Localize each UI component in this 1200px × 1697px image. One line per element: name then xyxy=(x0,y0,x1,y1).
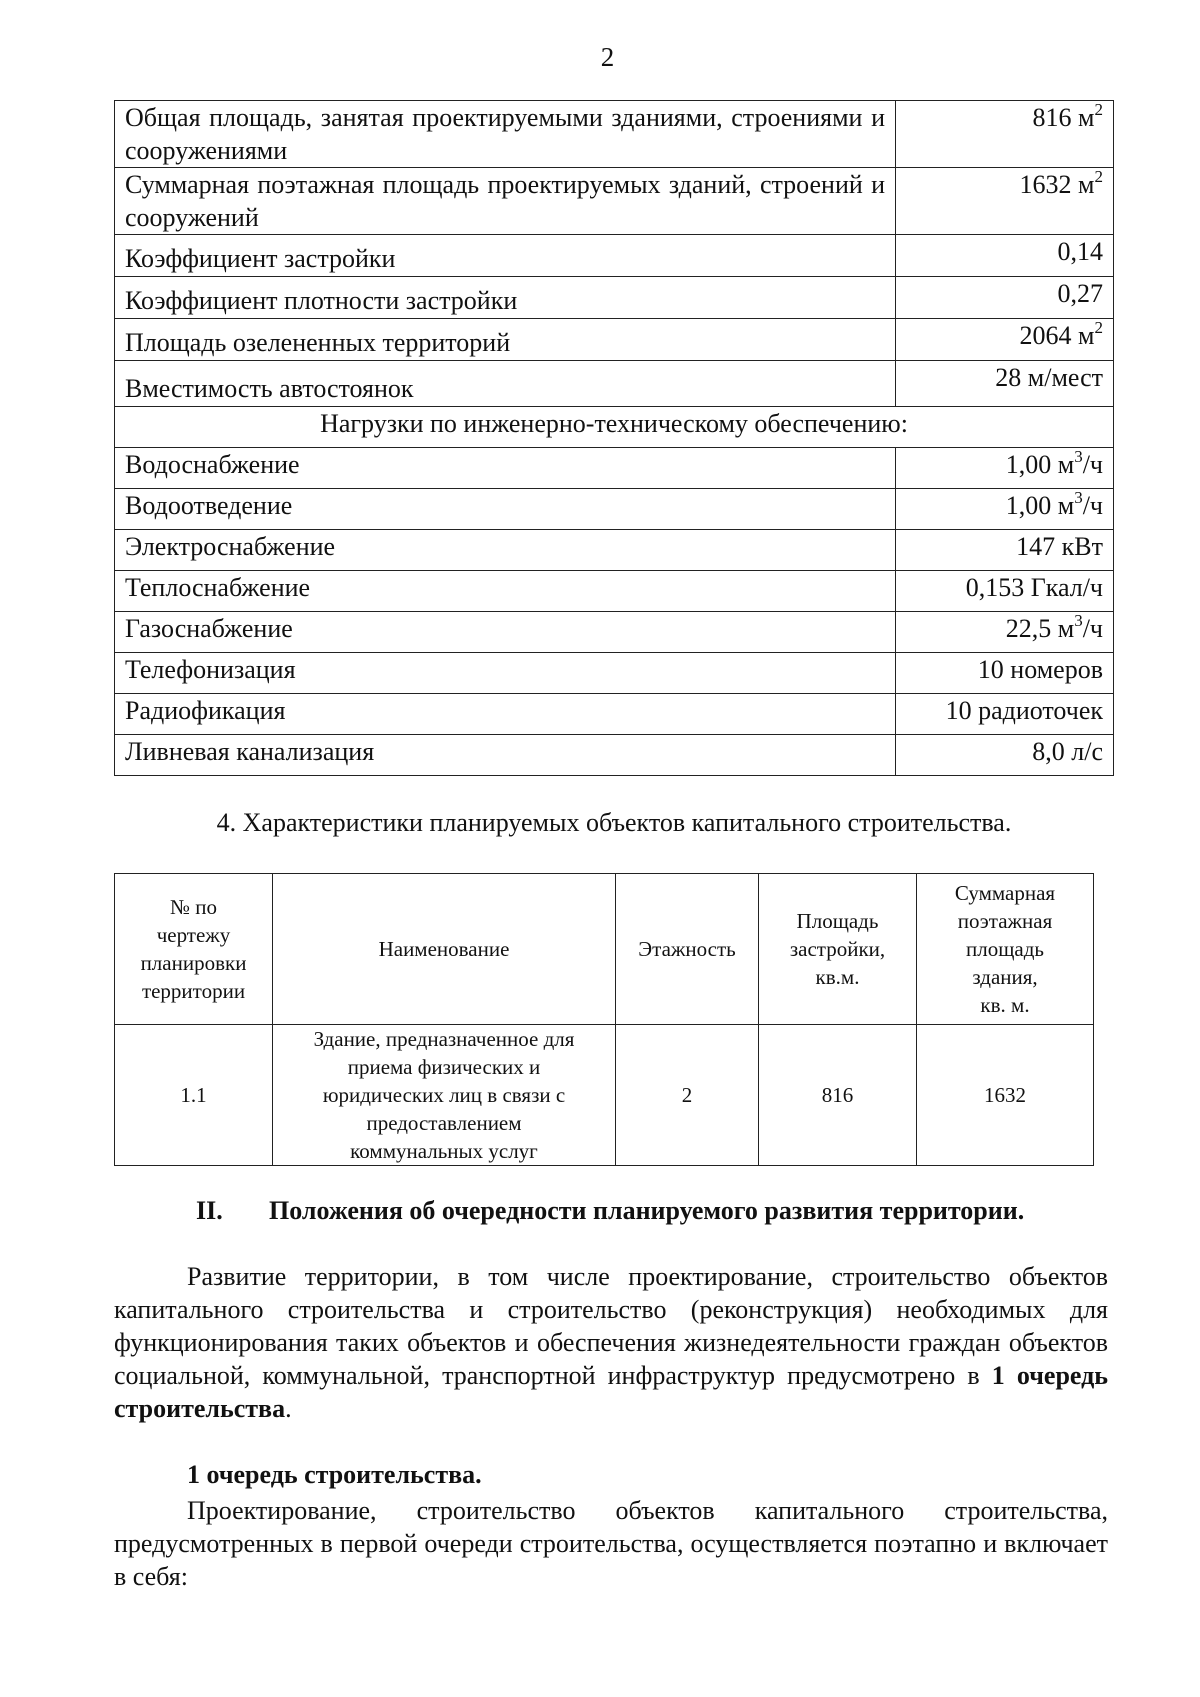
row-value: 147 кВт xyxy=(896,530,1114,571)
row-value: 1,00 $м^3/ч$ xyxy=(896,489,1114,530)
objects-table xyxy=(114,873,1094,1166)
row-value: 1,00 $м^3/ч$ xyxy=(896,448,1114,489)
table-row xyxy=(115,571,1114,612)
row-label: Газоснабжение xyxy=(115,612,896,653)
row-label: Площадь озелененных территорий xyxy=(115,319,896,361)
row-label: Ливневая канализация xyxy=(115,735,896,776)
table-row xyxy=(115,653,1114,694)
row-label: Теплоснабжение xyxy=(115,571,896,612)
row-label: Электроснабжение xyxy=(115,530,896,571)
row-value: 0,153 Гкал/ч xyxy=(896,571,1114,612)
row-label: Вместимость автостоянок xyxy=(115,361,896,407)
table-row xyxy=(115,101,1114,168)
table-row xyxy=(115,735,1114,776)
table-row xyxy=(115,277,1114,319)
row-label: Общая площадь, занятая проектируемыми зданиями, строениями и сооружениями xyxy=(115,101,896,168)
row-label: Коэффициент плотности застройки xyxy=(115,277,896,319)
row-value: 10 номеров xyxy=(896,653,1114,694)
cell-total-area: 1632 xyxy=(917,1025,1094,1166)
page-number: 2 xyxy=(600,42,615,72)
parameters-table xyxy=(114,100,1114,776)
cell-number: 1.1 xyxy=(115,1025,273,1166)
row-value: 8,0 л/с xyxy=(896,735,1114,776)
loads-header: Нагрузки по инженерно-техническому обеспечению: xyxy=(115,407,1114,448)
table-row xyxy=(115,168,1114,235)
row-value: 28 м/мест xyxy=(896,361,1114,407)
table-row xyxy=(115,612,1114,653)
row-value: 2064 $м^2$ xyxy=(896,319,1114,361)
table-row xyxy=(115,489,1114,530)
row-label: Коэффициент застройки xyxy=(115,235,896,277)
table-row xyxy=(115,235,1114,277)
row-value: 1632 $м^2$ xyxy=(896,168,1114,235)
table-row xyxy=(115,361,1114,407)
loads-header-row xyxy=(115,407,1114,448)
row-value: 0,14 xyxy=(896,235,1114,277)
row-value: 10 радиоточек xyxy=(896,694,1114,735)
row-label: Телефонизация xyxy=(115,653,896,694)
section-4-title: 4. Характеристики планируемых объектов капитального строительства. xyxy=(216,808,1012,837)
row-value: 816 $м^2$ xyxy=(896,101,1114,168)
table-row xyxy=(115,319,1114,361)
section-title: Положения об очередности планируемого развития территории. xyxy=(269,1196,1025,1225)
subheading-stage-1: 1 очередь строительства. xyxy=(187,1460,482,1489)
header-building-area: Площадь застройки, кв.м. xyxy=(759,874,917,1025)
paragraph-stage-1: Проектирование, строительство объектов капитального строительства, предусмотренных в первой очереди строительства, осуществляется поэтапно и включает в себя: xyxy=(114,1496,1108,1591)
table-row xyxy=(115,448,1114,489)
table-row xyxy=(115,530,1114,571)
header-floors: Этажность xyxy=(616,874,759,1025)
header-drawing-number: № по чертежу планировки территории xyxy=(115,874,273,1025)
cell-area: 816 xyxy=(759,1025,917,1166)
header-name: Наименование xyxy=(273,874,616,1025)
header-total-area: Суммарная поэтажная площадь здания, кв. м. xyxy=(917,874,1094,1025)
row-label: Радиофикация xyxy=(115,694,896,735)
paragraph-development: Развитие территории, в том числе проектирование, строительство объектов капитального строительства и строительство (реконструкция) необходимых для функционирования таких объектов и обеспечения жизнедеятельности граждан объектов социальной, коммунальной, транспортной инфраструктур предусмотрено в 1 очередь строительства. xyxy=(114,1262,1108,1423)
row-value: 0,27 xyxy=(896,277,1114,319)
row-label: Водоотведение xyxy=(115,489,896,530)
row-value: 22,5 $м^3/ч$ xyxy=(896,612,1114,653)
cell-floors: 2 xyxy=(616,1025,759,1166)
cell-name: Здание, предназначенное для приема физических и юридических лиц в связи с предоставлением коммунальных услуг xyxy=(273,1025,616,1166)
table-row xyxy=(115,1025,1094,1166)
row-label: Суммарная поэтажная площадь проектируемых зданий, строений и сооружений xyxy=(115,168,896,235)
table-row xyxy=(115,694,1114,735)
table-header-row xyxy=(115,874,1094,1025)
section-number: II. xyxy=(196,1196,223,1225)
row-label: Водоснабжение xyxy=(115,448,896,489)
